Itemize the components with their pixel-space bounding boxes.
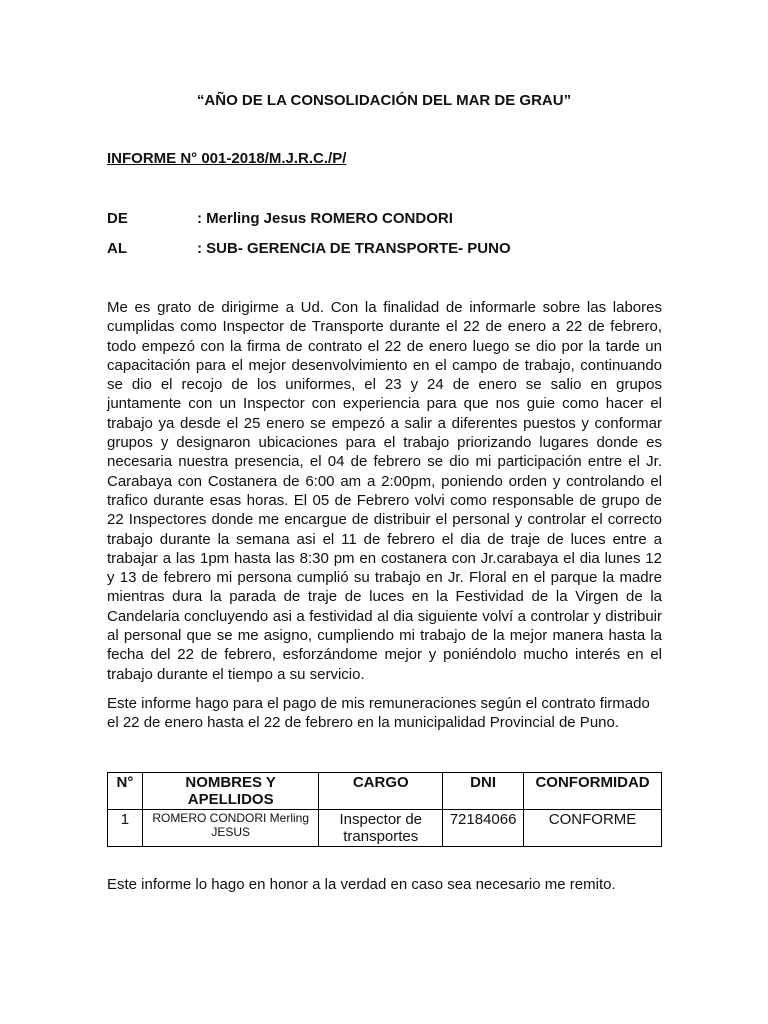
closing-statement: Este informe lo hago en honor a la verdad en caso sea necesario me remito. [107,876,616,893]
table-row [108,810,662,847]
cell-names: ROMERO CONDORI Merling JESUS [142,810,318,847]
header-dni: DNI [443,773,524,810]
cell-position: Inspector de transportes [319,810,443,847]
body-paragraph-1: Me es grato de dirigirme a Ud. Con la finalidad de informarle sobre las labores cumplidas como Inspector de Transporte durante el 22 de enero a 22 de febrero, todo empezó con la firma de contrato el 22 de enero luego se dio por la tarde un capacitación para el mejor desenvolvimiento en el campo de trabajo, continuando se dio el recojo de los uniformes, el 23 y 24 de enero se salio en grupos juntamente con un Inspector con experiencia para que nos guie como hacer el trabajo ya desde el 25 enero se empezó a salir a diferentes puestos y conformar grupos y designaron ubicaciones para el trabajo priorizando lugares donde es necesaria nuestra presencia, el 04 de febrero se dio mi participación entre el Jr. Carabaya con Costanera de 6:00 am a 2:00pm, poniendo orden y controlando el trafico durante esas horas. El 05 de Febrero volvi como responsable de grupo de 22 Inspectores donde me encargue de distribuir el personal y controlar el correcto trabajo durante la semana asi el 11 de febrero el dia de traje de luces entre a trabajar a las 1pm hasta las 8:30 pm en costanera con Jr.carabaya el dia lunes 12 y 13 de febrero mi persona cumplió su trabajo en Jr. Floral en el parque la madre mientras dura la parada de traje de luces en la Festividad de la Virgen de la Candelaria concluyendo asi a festividad al dia siguiente volví a controlar y distribuir al personal que se me asigno, cumpliendo mi trabajo de la mejor manera hasta la fecha del 22 de febrero, esforzándome mejor y poniéndolo mucho interés en el trabajo durante el tiempo a su servicio. [107,299,662,683]
to-value: : SUB- GERENCIA DE TRANSPORTE- PUNO [197,240,511,257]
cell-conformity: CONFORME [524,810,662,847]
header-conformity: CONFORMIDAD [524,773,662,810]
header-number: N° [108,773,143,810]
report-number: INFORME N° 001-2018/M.J.R.C./P/ [107,150,347,167]
from-label: DE [107,210,128,227]
table-header-row [108,773,662,810]
to-row [107,240,511,257]
to-label: AL [107,240,127,257]
header-position: CARGO [319,773,443,810]
document-motto: “AÑO DE LA CONSOLIDACIÓN DEL MAR DE GRAU” [196,92,572,109]
from-value: : Merling Jesus ROMERO CONDORI [197,210,453,227]
cell-number: 1 [108,810,143,847]
from-row [107,210,453,227]
header-names: NOMBRES Y APELLIDOS [142,773,318,810]
body-paragraph-2: Este informe hago para el pago de mis remuneraciones según el contrato firmado el 22 de enero hasta el 22 de febrero en la municipalidad Provincial de Puno. [107,695,650,732]
cell-dni: 72184066 [443,810,524,847]
staff-table [107,772,662,847]
